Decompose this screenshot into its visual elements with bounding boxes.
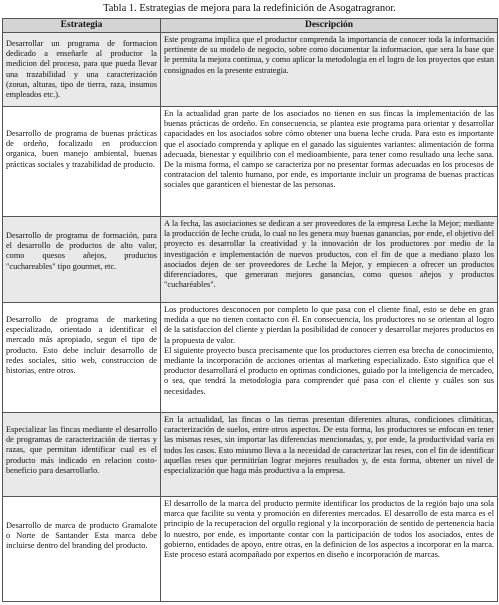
description-cell: [161, 33, 498, 107]
description-paragraph: Este programa implica que el productor comprenda la importancia de conocer toda la información pertinente de su modelo de negocio, sobre como documentar la informacion, que sera la base que le permita la mejora continua, y como aplicar la metodologia en el logro de los proyectos que estan consignados en la presente estrategia.: [164, 35, 494, 75]
description-paragraph: Los productores desconocen por completo lo que pasa con el cliente final, esto se debe en gran medida a que no tienen contacto con él. En consecuencia, los productores no se orientan al logro de la satisfaccion del cliente y pierdan la posibilidad de conocer y desarrollar mejores productos en la propuesta de valor.: [164, 305, 494, 345]
description-paragraph: El siguiente proyecto busca precisamente que los productores cierren esa brecha de conocimiento, mediante la incorporación de acciones orientas al marketing especializado. Esto significa que el productor desarrollará el producto en optimas condiciones, guiado por la inteligencia de mercadeo, o sea, que tendrá la metodologia para comprender qué pasa con el cliente y cuáles son sus necesidades.: [164, 345, 494, 396]
table-row: [3, 413, 498, 497]
description-paragraph: A la fecha, las asociaciones se dedican a ser proveedores de la empresa Leche la Mejor; mediante la producción de leche cruda, lo cual no les genera muy buenas ganancias, por ende, el objetivo del proyecto es desarrollar la creatividad y la innovación de los productores por medio de la investigación e implementación de nuevos productos, con el fin de que a mediano plazo los asociados dejen de ser proveedores de Leche la Mejor, y empiecen a ofrecer un productos diferenciadores, que generaran mejores ganancias, como quesos añejos y productos "cucharéables".: [164, 219, 494, 290]
description-cell: [161, 107, 498, 217]
description-paragraph: En la actualidad, las fincas o las tierras presentan diferentes alturas, condiciones climáticas, caracterización de suelos, entre otros aspectos. De esta forma, los productores se enfocan en tener las mismas reses, sin importar las diferencias mencionadas, y, por ende, la productividad varía en todos los casos. Esto miusmo lleva a la necesidad de caracterizar las reses, con el fin de identificar aquellas reses que permitirían lograr mejores resultados y, de esta forma, obtener un nivel de especialización que haga más productiva a la empresa.: [164, 415, 494, 476]
table-row: [3, 33, 498, 107]
table-caption: Tabla 1. Estrategias de mejora para la redefinición de Asogatragranor.: [103, 3, 396, 14]
strategy-cell: Desarrollo de programa de marketing especializado, orientado a identificar el mercado más apropiado, segun el tipo de producto. Esto debe incluir desarrollo de redes sociales, sitio web, construccion de historias, entre otros.: [3, 303, 161, 413]
strategy-cell: Desarrollo de programa de buenas prácticas de ordeño, focalizado en produccion organica, buen manejo ambiental, buenas prácticas sociales y trazabilidad de producto.: [3, 107, 161, 217]
header-description: Descripción: [161, 19, 498, 33]
strategy-cell: Especializar las fincas mediante el desarrollo de programas de caracterización de tierras y razas, que permitan identificar cual es el producto más indicado en relacion costo-beneficio para desarrollarlo.: [3, 413, 161, 497]
strategies-table: [2, 18, 498, 602]
strategy-cell: Desarrollar un programa de formacion dedicado a enseñarle al productor la medicion del proceso, para que pueda llevar una trazabilidad y una caracterización (zonas, alturas, tipo de tierra, raza, insumos empleados etc.).: [3, 33, 161, 107]
header-strategy: Estrategia: [3, 19, 161, 33]
description-cell: [161, 217, 498, 303]
table-row: [3, 107, 498, 217]
table-row: [3, 303, 498, 413]
description-cell: [161, 413, 498, 497]
description-paragraph: El desarrollo de la marca del producto permite identificar los productos de la región bajo una sola marca que facilite su venta y promoción en diferentes mercados. El desarrollo de esta marca es el principio de la recuperacion del orgullo regional y la incorporación de sentido de pertenencia hacia lo nuestro, por ende, es importante contar con la participación de todos los asociados, entes de gobierno, entidades de apoyo, entre otras, en la definicion de los aspectos a incorporar en la marca. Este proceso estará acompañado por expertos en diseño e incorporación de marcas.: [164, 499, 494, 560]
strategy-cell: Desarrollo de programa de formación, para el desarrollo de productos de alto valor, como quesos añejos, productos "cuchareables" tipo gourmet, etc.: [3, 217, 161, 303]
table-row: [3, 217, 498, 303]
description-paragraph: En la actualidad gran parte de los asociados no tienen en sus fincas la implementación de las buenas prácticas de ordeño. En consecuencia, se plantea este programa para orientar y desarrollar capacidades en los asociados sobre cómo obtener una buena leche cruda. Para esto es importante que el asociado comprenda y aplique en el ganado las siguientes variantes: alimentación de forma adecuada, bienestar y equilibrio con el medioambiente, para tener como resultado una leche sana. De la misma forma, el campo se caracteriza por no presentar formas adecuadas en los procesos de contratacion del talento humano, por ende, es importante incluir un programa de buenas practicas sociales que garanticen el bienestar de las personas.: [164, 109, 494, 190]
strategy-cell: Desarrollo de marca de producto Gramalote o Norte de Santander Esta marca debe incluirse dentro del branding del producto.: [3, 497, 161, 602]
description-cell: [161, 303, 498, 413]
table-header-row: [3, 19, 498, 33]
table-row: [3, 497, 498, 602]
description-cell: [161, 497, 498, 602]
